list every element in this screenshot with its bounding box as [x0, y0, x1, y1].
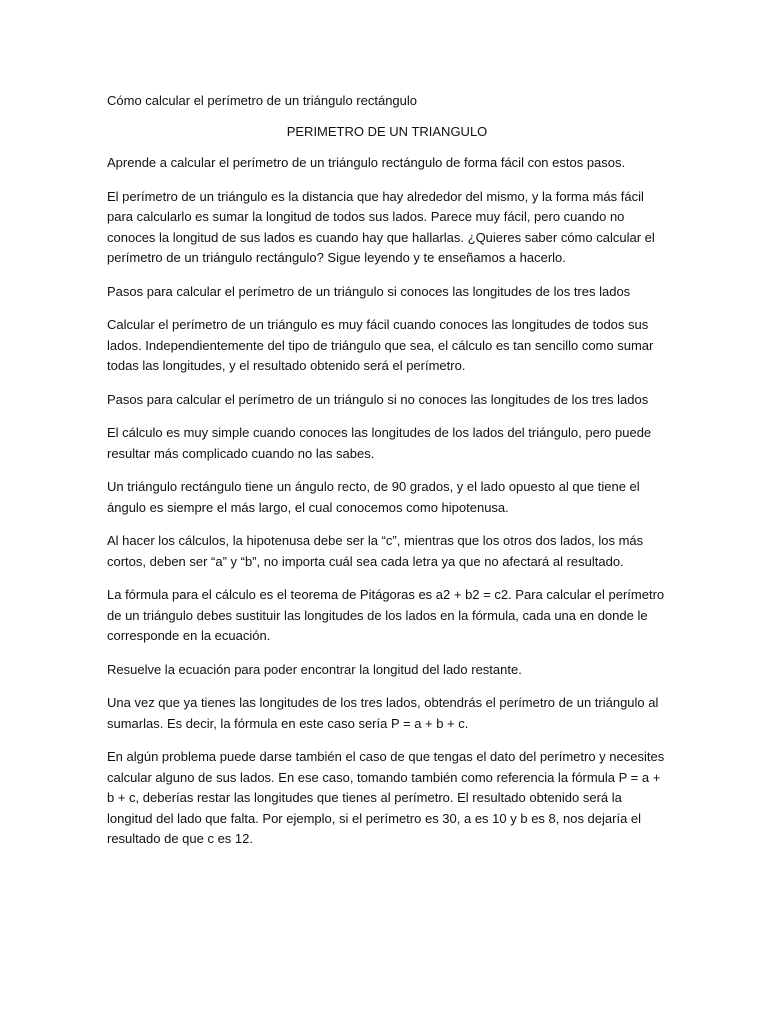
paragraph-formula: Una vez que ya tienes las longitudes de los tres lados, obtendrás el perímetro de un triángulo al sumarlas. Es decir, la fórmula en este caso sería P = a + b + c.	[107, 695, 659, 731]
paragraph-right-triangle: Un triángulo rectángulo tiene un ángulo recto, de 90 grados, y el lado opuesto al que tiene el ángulo es siempre el más largo, el cual conocemos como hipotenusa.	[107, 479, 640, 515]
document-heading: PERIMETRO DE UN TRIANGULO	[286, 123, 488, 139]
paragraph-known-sides: Calcular el perímetro de un triángulo es muy fácil cuando conoces las longitudes de todos sus lados. Independientemente del tipo de triángulo que sea, el cálculo es tan sencillo como sumar todas las longitudes, y el resultado obtenido será el perímetro.	[107, 317, 654, 373]
document-title: Cómo calcular el perímetro de un triángulo rectángulo	[107, 93, 418, 108]
paragraph-pythagoras: La fórmula para el cálculo es el teorema de Pitágoras es a2 + b2 = c2. Para calcular el perímetro de un triángulo debes sustituir las longitudes de los lados en la fórmula, cada una en donde le corresponde en la ecuación.	[107, 587, 665, 643]
document-page	[107, 91, 667, 863]
paragraph-intro: Aprende a calcular el perímetro de un triángulo rectángulo de forma fácil con estos pasos.	[107, 155, 626, 170]
paragraph-subheading-known-sides: Pasos para calcular el perímetro de un triángulo si conoces las longitudes de los tres lados	[107, 283, 631, 299]
paragraph-subheading-unknown-sides: Pasos para calcular el perímetro de un triángulo si no conoces las longitudes de los tres lados	[107, 391, 649, 407]
paragraph-unknown-sides: El cálculo es muy simple cuando conoces las longitudes de los lados del triángulo, pero puede resultar más complicado cuando no las sabes.	[107, 425, 652, 461]
paragraph-hypotenuse: Al hacer los cálculos, la hipotenusa debe ser la “c”, mientras que los otros dos lados, los más cortos, deben ser “a” y “b”, no importa cuál sea cada letra ya que no afectará al resultado.	[107, 533, 644, 569]
paragraph-definition: El perímetro de un triángulo es la distancia que hay alrededor del mismo, y la forma más fácil para calcularlo es sumar la longitud de todos sus lados. Parece muy fácil, pero cuando no conoces la longitud de sus lados es cuando hay que hallarlas. ¿Quieres saber cómo calcular el perímetro de un triángulo rectángulo? Sigue leyendo y te enseñamos a hacerlo.	[107, 188, 655, 265]
paragraph-example: En algún problema puede darse también el caso de que tengas el dato del perímetro y necesites calcular alguno de sus lados. En ese caso, tomando también como referencia la fórmula P = a + b + c, deberías restar las longitudes que tienes al perímetro. El resultado obtenido será la longitud del lado que falta. Por ejemplo, si el perímetro es 30, a es 10 y b es 8, nos dejaría el resultado de que c es 12.	[107, 749, 665, 846]
paragraph-solve: Resuelve la ecuación para poder encontrar la longitud del lado restante.	[107, 661, 522, 677]
